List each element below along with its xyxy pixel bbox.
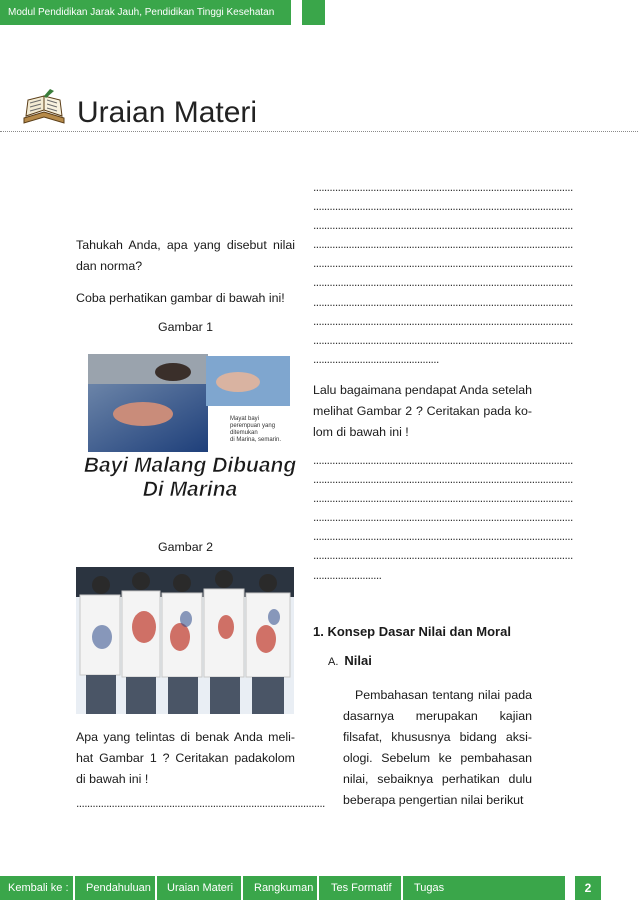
footer-link-pendahuluan[interactable]: Pendahuluan [86, 882, 151, 894]
figure1-headline: Di Marina [142, 478, 238, 501]
answer-line: ............................................................................................... [313, 472, 573, 487]
footer-link-rangkuman[interactable]: Rangkuman [254, 882, 314, 894]
figure2-caption: Gambar 2 [157, 540, 214, 554]
page-number: 2 [575, 876, 601, 900]
header-title: Modul Pendidikan Jarak Jauh, Pendidikan Tinggi Kesehatan [8, 7, 275, 18]
footer-separator [73, 876, 75, 900]
subsection-label: A. [328, 656, 339, 668]
footer-separator [241, 876, 243, 900]
footer-separator [317, 876, 319, 900]
header-bar [0, 0, 291, 25]
instruction-paragraph: Coba perhatikan gambar di bawah ini! [76, 291, 285, 305]
answer-line: ............................................................................................... [313, 313, 573, 328]
answer-line: ............................................................................................... [313, 256, 573, 271]
header-square [302, 0, 325, 25]
footer-link-tes-formatif[interactable]: Tes Formatif [331, 882, 392, 894]
answer-line: ............................................................................................... [313, 491, 573, 506]
footer-separator [401, 876, 403, 900]
figure1-caption: Gambar 1 [157, 320, 214, 334]
answer-line: ............................................................................................... [313, 453, 573, 467]
body-paragraph: Pembahasan tentang nilai pada dasarnya merupakan kajian filsafat, khususnya bidang aksi-ologi. Sebelum ke pembahasan nilai, sebaiknya perhatikan dulu beberapa pengertian nilai berikut [343, 688, 532, 807]
figure2-image [76, 567, 294, 714]
figure1-inset-text: di Marina, semarin. [230, 437, 282, 443]
answer-line: ......................... [313, 567, 382, 582]
title-divider [0, 131, 638, 132]
answer-line: ............................................................................................... [313, 332, 573, 347]
answer-lines-2 [313, 451, 573, 585]
figure1-headline: Bayi Malang Dibuang [83, 454, 297, 477]
footer-back-label: Kembali ke : [8, 882, 69, 894]
answer-lines-1 [313, 178, 573, 369]
answer-line: ............................................................................................... [313, 294, 573, 309]
section-heading: 1. Konsep Dasar Nilai dan Moral [313, 624, 511, 639]
book-icon [20, 88, 70, 128]
answer-line: ........................................................................................... [76, 796, 325, 810]
question-paragraph-2: Lalu bagaimana pendapat Anda setelah melihat Gambar 2 ? Ceritakan pada ko-lom di bawah ini ! [313, 383, 532, 439]
answer-line: ............................................................................................... [313, 275, 573, 290]
subsection-heading [328, 653, 372, 668]
footer-link-uraian-materi[interactable]: Uraian Materi [167, 882, 234, 894]
section-title: Uraian Materi [77, 96, 258, 129]
question-paragraph-1: Apa yang telintas di benak Anda meli-hat Gambar 1 ? Ceritakan padakolom di bawah ini ! [76, 730, 295, 786]
footer-link-tugas[interactable]: Tugas [414, 882, 445, 894]
answer-line: .............................................. [313, 351, 439, 366]
intro-paragraph: Tahukah Anda, apa yang disebut nilai dan norma? [76, 238, 295, 273]
answer-line: ............................................................................................... [313, 548, 573, 563]
answer-line: ............................................................................................... [313, 237, 573, 252]
subsection-title: Nilai [344, 653, 372, 668]
figure1-inset-text: ditemukan [230, 430, 258, 436]
answer-line: ............................................................................................... [313, 529, 573, 544]
footer-separator [155, 876, 157, 900]
figure1-inset-text: Mayat bayi [230, 416, 260, 422]
answer-line: ............................................................................................... [313, 510, 573, 525]
figure1-image [83, 354, 297, 502]
figure1-inset-text: perempuan yang [230, 423, 276, 429]
answer-line: ............................................................................................... [313, 180, 573, 194]
answer-line: ............................................................................................... [313, 218, 573, 233]
answer-line: ............................................................................................... [313, 199, 573, 214]
